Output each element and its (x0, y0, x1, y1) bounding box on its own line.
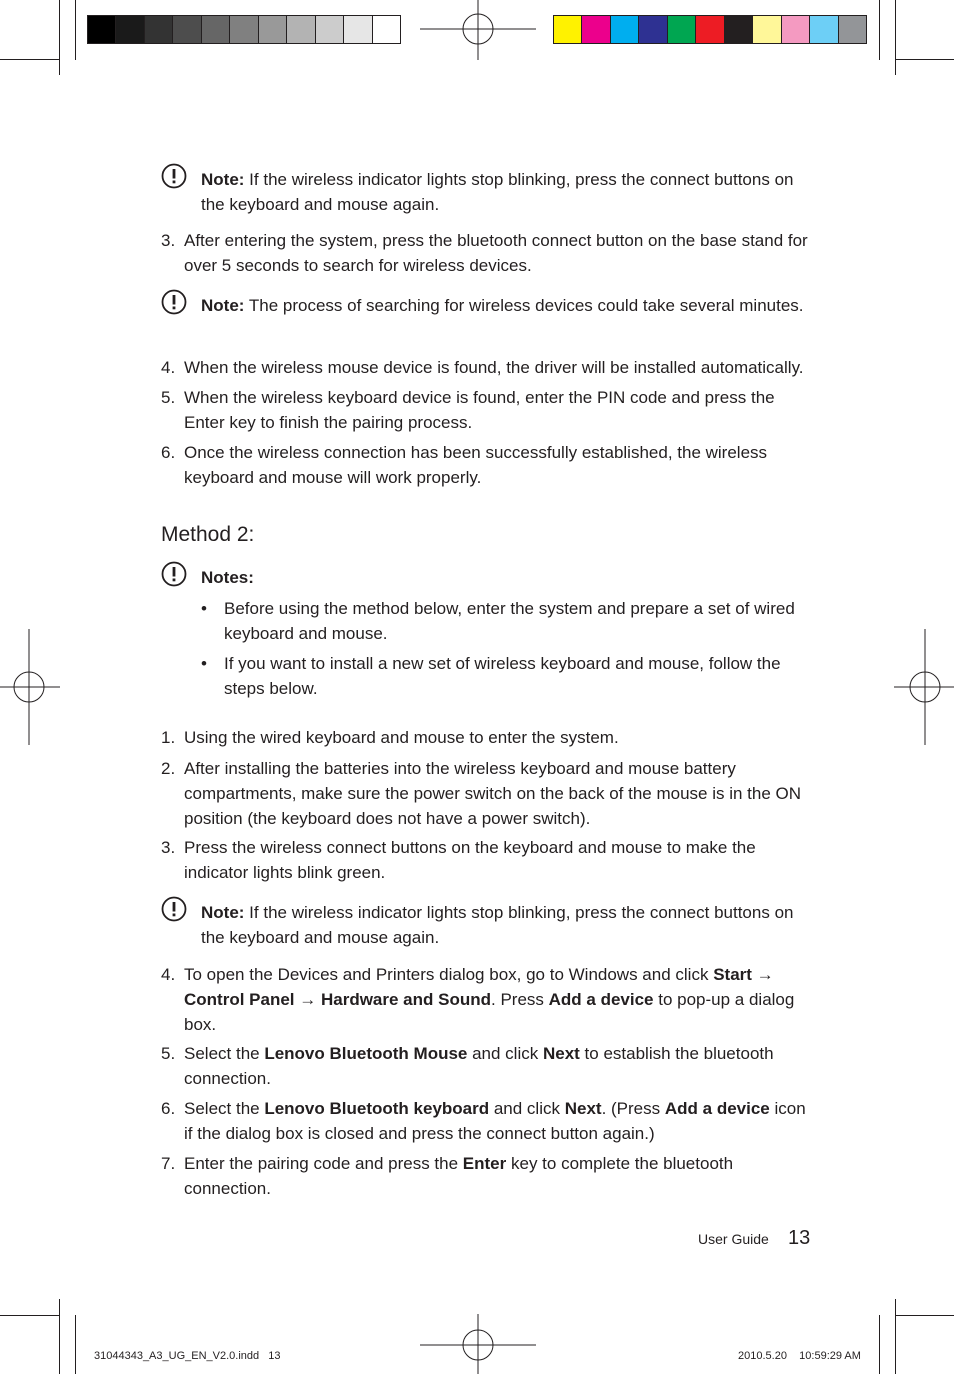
color-swatch (344, 16, 372, 43)
attention-icon (161, 289, 187, 315)
color-swatch (554, 16, 582, 43)
color-swatch (639, 16, 667, 43)
color-swatch (696, 16, 724, 43)
color-swatch (230, 16, 258, 43)
slug-file-info: 31044343_A3_UG_EN_V2.0.indd 13 (94, 1350, 281, 1362)
color-swatch (611, 16, 639, 43)
color-swatch (753, 16, 781, 43)
registration-mark-top-icon (420, 0, 536, 60)
note-3-text: Note: If the wireless indicator lights stop blinking, press the connect buttons on the keyboard and mouse again. (201, 903, 794, 947)
note-3 (161, 896, 811, 948)
note-label: Note: (201, 296, 245, 315)
slug-timestamp: 2010.5.20 10:59:29 AM (738, 1350, 861, 1362)
notes-label: Notes: (201, 568, 254, 587)
color-swatch (810, 16, 838, 43)
attention-icon (161, 896, 187, 922)
registration-mark-left-icon (0, 629, 60, 745)
note-1-text: Note: If the wireless indicator lights stop blinking, press the connect buttons on the keyboard and mouse again. (201, 170, 794, 214)
color-swatch (116, 16, 144, 43)
note-label: Note: (201, 170, 245, 189)
color-swatch (668, 16, 696, 43)
color-swatch (287, 16, 315, 43)
bullet-icon: • (201, 599, 207, 618)
color-swatch (782, 16, 810, 43)
page-number: 13 (788, 1227, 811, 1249)
color-bar (553, 15, 867, 44)
footer-title: User Guide (698, 1231, 769, 1247)
section-heading: Method 2: (161, 523, 255, 546)
registration-mark-right-icon (894, 629, 954, 745)
color-swatch (145, 16, 173, 43)
attention-icon (161, 163, 187, 189)
color-swatch (373, 16, 400, 43)
color-swatch (316, 16, 344, 43)
color-swatch (202, 16, 230, 43)
color-swatch (259, 16, 287, 43)
notes-block (161, 561, 811, 591)
color-swatch (725, 16, 753, 43)
note-2-text: Note: The process of searching for wireless devices could take several minutes. (201, 296, 804, 315)
color-swatch (839, 16, 866, 43)
color-swatch (173, 16, 201, 43)
note-2 (161, 289, 811, 341)
grayscale-bar (87, 15, 401, 44)
bullet-icon: • (201, 654, 207, 673)
color-swatch (582, 16, 610, 43)
attention-icon (161, 561, 187, 587)
note-1 (161, 163, 811, 215)
registration-mark-bottom-icon (420, 1314, 536, 1374)
note-label: Note: (201, 903, 245, 922)
color-swatch (88, 16, 116, 43)
